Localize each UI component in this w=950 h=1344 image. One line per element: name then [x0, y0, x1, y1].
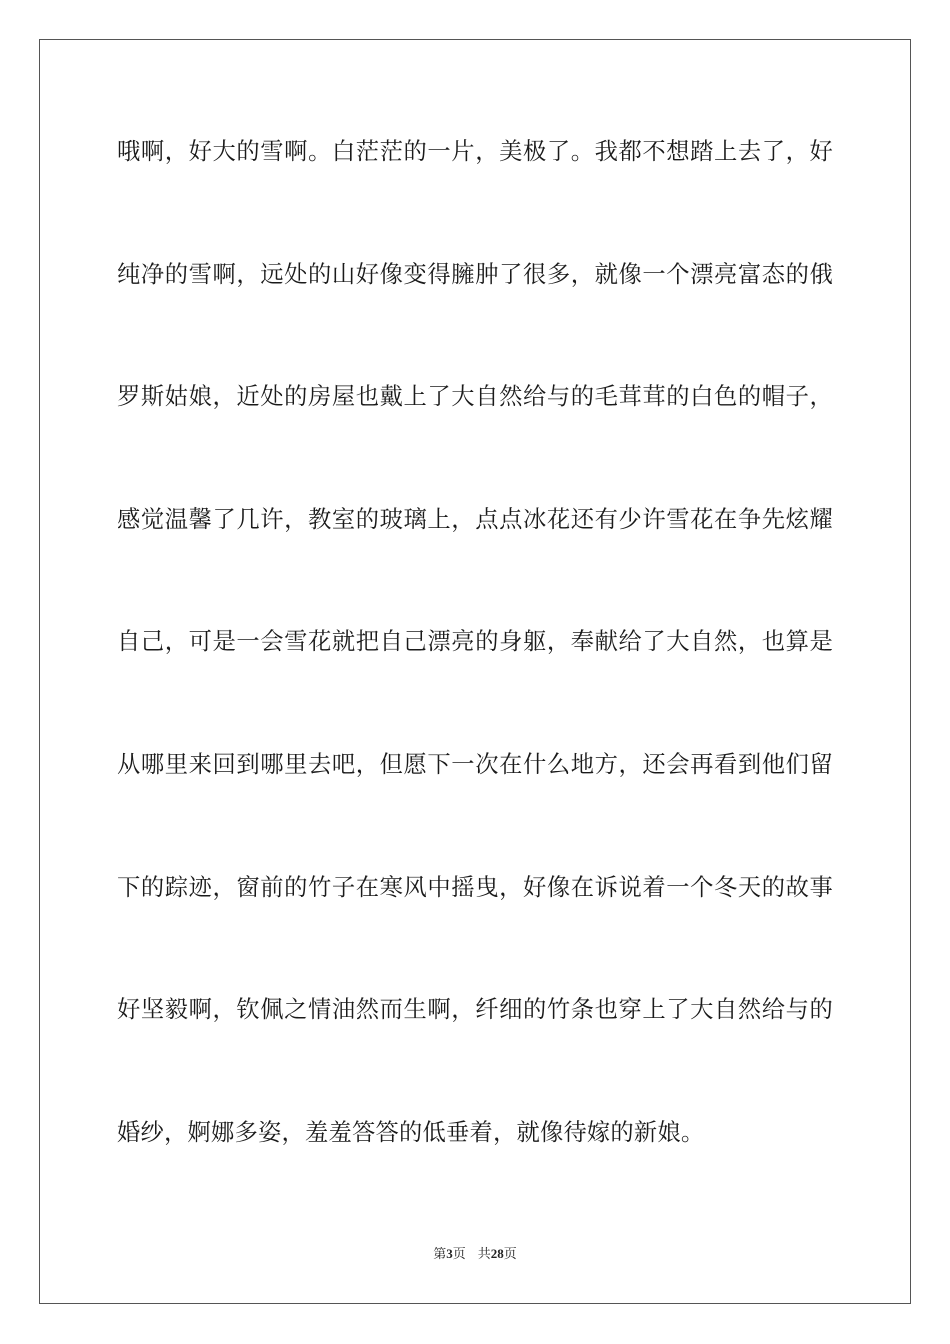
document-body	[117, 131, 833, 1234]
text-line-4: 感觉温馨了几许，教室的玻璃上，点点冰花还有少许雪花在争先炫耀	[117, 505, 833, 533]
text-line-9: 婚纱，婀娜多姿，羞羞答答的低垂着，就像待嫁的新娘。	[117, 1118, 705, 1146]
total-label-prefix: 共	[477, 1247, 491, 1262]
text-line-7: 下的踪迹，窗前的竹子在寒风中摇曳，好像在诉说着一个冬天的故事	[117, 873, 833, 901]
text-line-3: 罗斯姑娘，近处的房屋也戴上了大自然给与的毛茸茸的白色的帽子，	[117, 383, 833, 411]
current-page-number: 3	[446, 1246, 453, 1261]
page-footer	[0, 1246, 950, 1263]
text-line-5: 自己，可是一会雪花就把自己漂亮的身躯，奉献给了大自然，也算是	[117, 628, 833, 656]
total-label-suffix: 页	[503, 1247, 517, 1262]
text-line-1: 哦啊，好大的雪啊。白茫茫的一片，美极了。我都不想踏上去了，好	[117, 138, 833, 165]
page-label-suffix: 页	[452, 1247, 466, 1262]
text-line-8: 好坚毅啊，钦佩之情油然而生啊，纤细的竹条也穿上了大自然给与的	[117, 996, 833, 1024]
page-label-prefix: 第	[433, 1247, 447, 1262]
text-line-2: 纯净的雪啊，远处的山好像变得臃肿了很多，就像一个漂亮富态的俄	[117, 260, 833, 288]
total-pages-number: 28	[490, 1246, 504, 1261]
text-line-6: 从哪里来回到哪里去吧，但愿下一次在什么地方，还会再看到他们留	[117, 750, 833, 778]
